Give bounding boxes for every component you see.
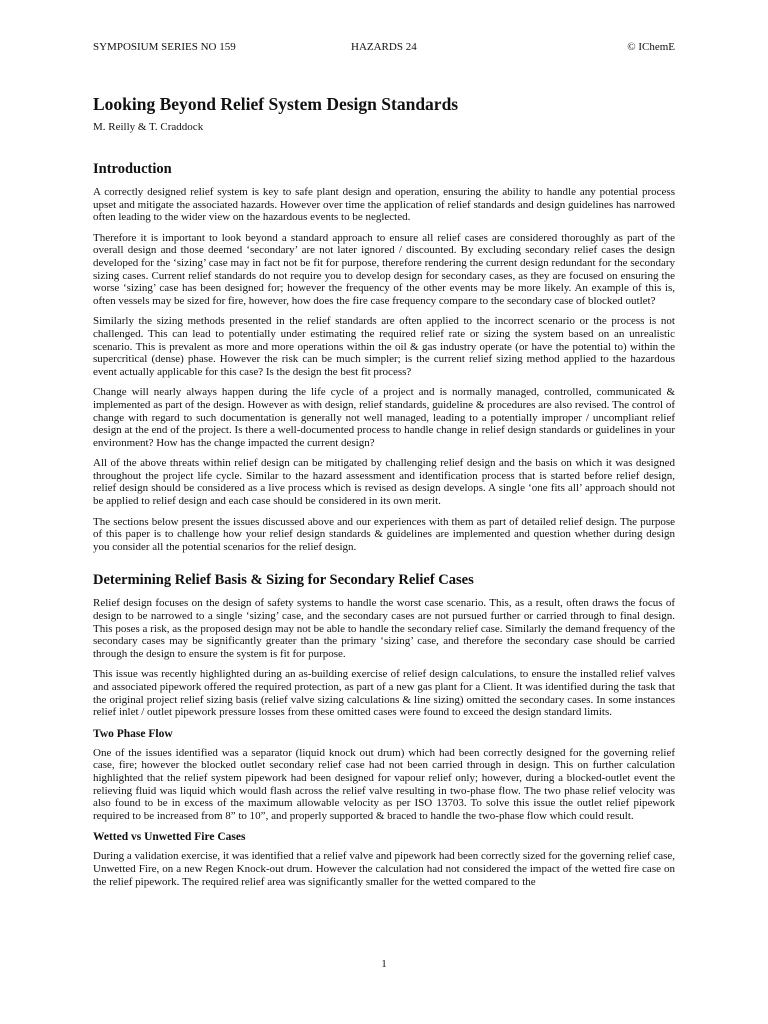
subsection-heading: Wetted vs Unwetted Fire Cases: [93, 831, 246, 844]
paragraph: This issue was recently highlighted during an as-building exercise of relief design calculations, to ensure the installed relief valves and associated pipework offered the required protection, as part of a new gas plant for a Client. It was identified during the task that the original project relief sizing basis (relief valve sizing calculations & line sizing) omitted the secondary cases. In some instances relief inlet / outlet pipework pressure losses from these omitted cases were found to exceed the design standard limits.: [93, 668, 675, 719]
subsection-two-phase-flow: [93, 727, 675, 823]
section-relief-basis: [93, 571, 675, 718]
paragraph: The sections below present the issues discussed above and our experiences with them as part of detailed relief design. The purpose of this paper is to challenge how your relief design standards & guidelines are implemented and question whether during design you consider all the potential scenarios for the relief design.: [93, 515, 675, 553]
section-heading: Introduction: [93, 161, 172, 177]
section-heading: Determining Relief Basis & Sizing for Secondary Relief Cases: [93, 572, 474, 589]
paper-body: [93, 160, 675, 896]
paragraph: A correctly designed relief system is key to safe plant design and operation, ensuring the ability to handle any potential process upset and mitigate the associated hazards. However over time the application of relief standards and design guidelines has narrowed often leading to the wider view on the hazardous events to be neglected.: [93, 186, 675, 224]
paragraph: Relief design focuses on the design of safety systems to handle the worst case scenario. This, as a result, often draws the focus of design to be narrowed to a single ‘sizing’ case, and the secondary cases are not pursued further or carried through to final design. This poses a risk, as the proposed design may not be able to handle the secondary relief case. Similarly the demand frequency of the secondary cases may be significantly greater than the primary ‘sizing’ case, and therefore the secondary case should be carried through the design to ensure the system is fit for purpose.: [93, 597, 675, 660]
paragraph: One of the issues identified was a separator (liquid knock out drum) which had been correctly designed for the governing relief case, fire; however the blocked outlet secondary relief case had not been carried through in design. This on further calculation highlighted that the relief system pipework had been designed for vapour relief only; however, during a blocked-outlet event the relieving fluid was liquid which would flash across the relief valve resulting in two-phase flow. The two phase relief velocity was also found to be in excess of the maximum allowable velocity as per ISO 13703. To solve this issue the outlet relief pipework required to be increased from 8” to 10”, and properly supported & braced to handle the two-phase flow which could result.: [93, 746, 675, 822]
running-header: [93, 40, 675, 54]
subsection-heading: Two Phase Flow: [93, 727, 173, 740]
subsection-wetted-fire: [93, 830, 675, 888]
header-series: SYMPOSIUM SERIES NO 159: [93, 41, 236, 53]
section-introduction: [93, 160, 675, 553]
paper-authors: M. Reilly & T. Craddock: [93, 121, 204, 133]
header-conference: HAZARDS 24: [351, 41, 417, 53]
paragraph: Similarly the sizing methods presented in the relief standards are often applied to the incorrect scenario or the process is not challenged. This can lead to potentially under estimating the required relief rate or sizing the system based on an unrealistic scenario. This is prevalent as more and more operations within the oil & gas industry operate (or have the potential to) within the supercritical (dense) phase. However the risk can be much simpler; is the current relief sizing method applied to the hazardous event actually applicable for this case? Is the design the best fit process?: [93, 315, 675, 378]
paragraph: Therefore it is important to look beyond a standard approach to ensure all relief cases are considered thoroughly as part of the overall design and those deemed ‘secondary’ are not later ignored / discounted. By excluding secondary relief cases the design developed for the ‘sizing’ case may in fact not be fit for purpose, therefore rendering the current design redundant for the secondary sizing cases. Current relief standards do not require you to develop design for secondary cases, as they are focused on ensuring the worse ‘sizing’ case has been designed for; however the frequency of the other events may be more likely. An example of this is, often vessels may be sized for fire, however, how does the fire case frequency compare to the secondary case of blocked outlet?: [93, 231, 675, 307]
paragraph: During a validation exercise, it was identified that a relief valve and pipework had been correctly sized for the governing relief case, Unwetted Fire, on a new Regen Knock-out drum. However the calculation had not considered the impact of the wetted fire case on the relief pipework. The required relief area was significantly smaller for the wetted compared to the: [93, 850, 675, 888]
paragraph: Change will nearly always happen during the life cycle of a project and is normally managed, controlled, communicated & implemented as part of the design. However as with design, relief standards, guideline & procedures are also revised. The control of change with regard to such documentation is generally not well managed, leading to a potentially improper / uncompliant relief design at the end of the project. Is there a well-documented process to handle change in relief design standards or guidelines in your environment? How has the change impacted the current design?: [93, 386, 675, 449]
section-gap: [93, 561, 675, 571]
paragraph: All of the above threats within relief design can be mitigated by challenging relief design and the basis on which it was designed throughout the project life cycle. Similar to the hazard assessment and identification process that is started before relief design, relief design should be considered as a live process which is revised as design develops. A single ‘one fits all’ approach should not be applied to relief design and each case should be considered in its own merit.: [93, 457, 675, 508]
paper-title: Looking Beyond Relief System Design Standards: [93, 94, 459, 114]
page-number: 1: [381, 958, 387, 970]
header-copyright: © IChemE: [627, 41, 675, 53]
